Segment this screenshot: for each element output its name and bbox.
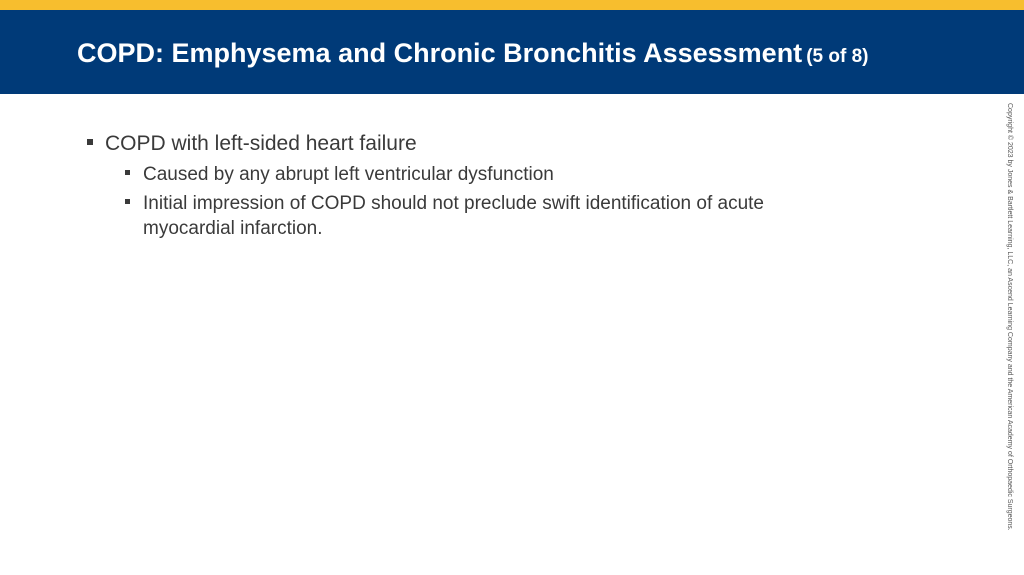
bullet-list [87, 130, 947, 245]
bullet-item [87, 130, 947, 158]
slide-title-suffix: (5 of 8) [806, 46, 869, 67]
sub-bullet-text: Initial impression of COPD should not preclude swift identification of acute myocardial infarction. [143, 193, 764, 239]
square-bullet-icon [125, 170, 130, 175]
slide-title-text: COPD: Emphysema and Chronic Bronchitis Assessment [77, 38, 803, 68]
square-bullet-icon [125, 199, 130, 204]
sub-bullet-item [125, 191, 843, 241]
accent-bar [0, 0, 1024, 10]
sub-bullet-item [125, 162, 843, 187]
sub-bullet-list [125, 162, 947, 241]
copyright-notice: Copyright © 2023 by Jones & Bartlett Learning, LLC, an Ascend Learning Company and the American Academy of Orthopaedic Surgeons. [1006, 103, 1013, 531]
square-bullet-icon [87, 139, 93, 145]
sub-bullet-text: Caused by any abrupt left ventricular dysfunction [143, 164, 554, 185]
slide-title [77, 36, 868, 74]
bullet-text: COPD with left-sided heart failure [105, 132, 417, 155]
